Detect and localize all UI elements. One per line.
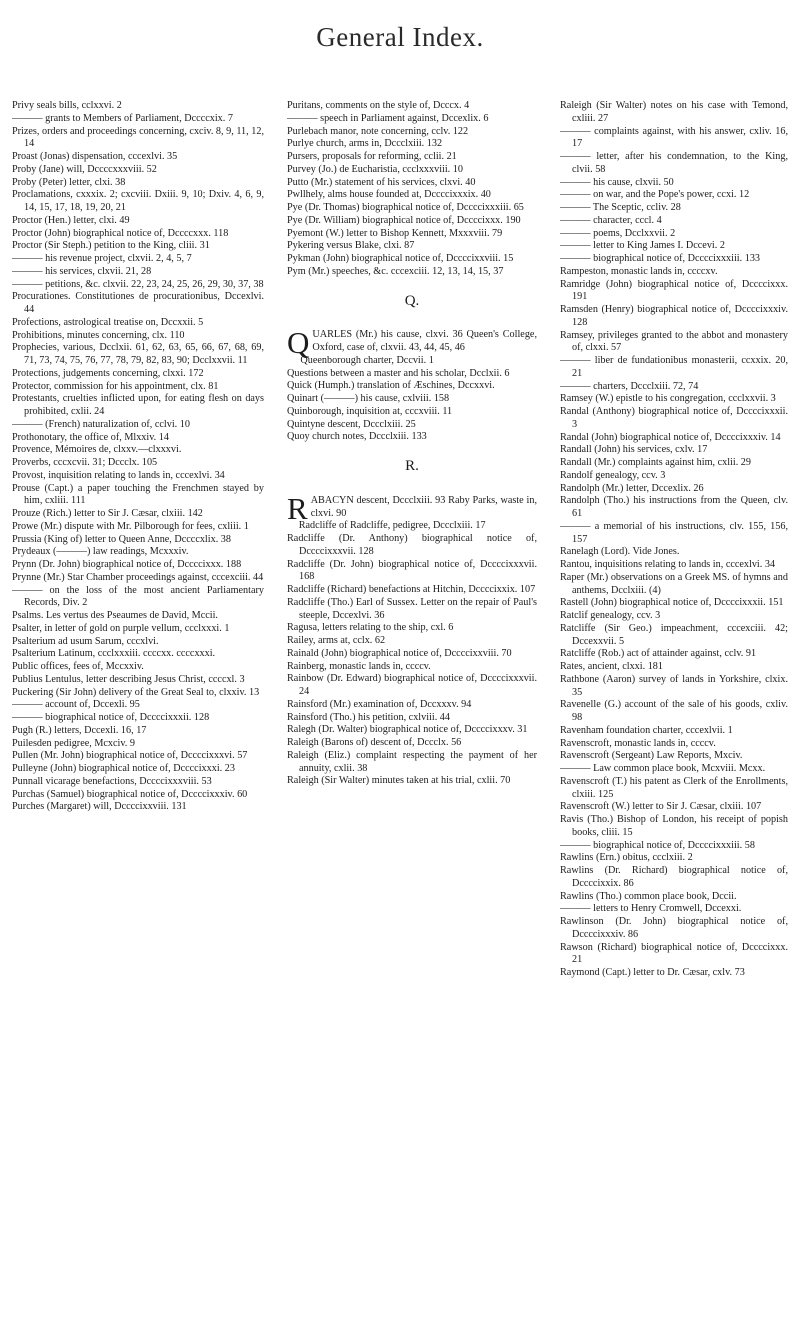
index-entry: Radcliffe of Radcliffe, pedigree, Dccclxiii. 17: [298, 520, 486, 532]
index-entry: Ragusa, letters relating to the ship, cxl. 6: [287, 622, 454, 634]
index-entry: Proctor (John) biographical notice of, Dccccxxx. 118: [12, 227, 229, 239]
index-entry: Prouse (Capt.) a paper touching the Frenchmen stayed by him, cxliii. 111: [12, 482, 264, 507]
index-entry: Profections, astrological treatise on, Dccxxii. 5: [12, 316, 204, 328]
index-entry: ——— grants to Members of Parliament, Dccccxix. 7: [12, 112, 233, 124]
index-entry: Ramsey (W.) epistle to his congregation, ccclxxvii. 3: [560, 393, 776, 405]
index-entry: Randal (John) biographical notice of, Dccccixxxiv. 14: [560, 431, 781, 443]
index-entry: ——— (French) naturalization of, cclvi. 10: [12, 418, 190, 430]
index-entry: Radcliffe (Richard) benefactions at Hitchin, Dccccixxix. 107: [287, 584, 536, 595]
index-entry: ——— biographical notice of, Dccccixxxii. 128: [12, 712, 210, 723]
index-entry: ——— on war, and the Pope's power, ccxi. 12: [560, 189, 750, 201]
index-entry: Ravis (Tho.) Bishop of London, his receipt of popish books, cliii. 15: [560, 814, 788, 838]
index-entry: Raleigh (Sir Walter) notes on his case with Temond, cxliii. 27: [560, 100, 788, 124]
index-entry: Rainberg, monastic lands in, ccccv.: [287, 660, 431, 672]
index-entry: Questions between a master and his scholar, Dcclxii. 6: [287, 367, 510, 379]
index-entry: Putto (Mr.) statement of his services, clxvi. 40: [287, 176, 476, 188]
index-entry: ——— his revenue project, clxvii. 2, 4, 5, 7: [12, 253, 192, 264]
page-title: General Index.: [316, 22, 484, 52]
index-entry: Ravenscroft, monastic lands in, ccccv.: [560, 737, 716, 749]
index-entry: Purlye church, arms in, Dccclxiii. 132: [287, 138, 443, 150]
index-entry: Privy seals bills, cclxxvi. 2: [12, 100, 122, 111]
index-entry: Ratcliffe (Sir Geo.) impeachment, cccexciii. 42; Dccexxvii. 5: [560, 622, 788, 647]
index-entry: Raymond (Capt.) letter to Dr. Cæsar, cxlv. 73: [560, 967, 745, 978]
index-entry: Rampeston, monastic lands in, ccccxv.: [560, 265, 718, 277]
index-entry: Ramridge (John) biographical notice of, Dccccixxx. 191: [560, 278, 788, 303]
index-entry: Rawlins (Dr. Richard) biographical notice of, Dccccixxix. 86: [560, 865, 788, 889]
index-entry: ——— a memorial of his instructions, clv. 155, 156, 157: [560, 520, 788, 545]
index-entry: Quoy church notes, Dccclxiii. 133: [287, 431, 427, 443]
index-entry: Randolph (Tho.) his instructions from the Queen, clv. 61: [560, 495, 788, 519]
index-entry: Quinart (———) his cause, cxlviii. 158: [287, 393, 450, 404]
index-entry: Pykman (John) biographical notice of, Dccccixxviii. 15: [287, 253, 514, 264]
index-entry: Puckering (Sir John) delivery of the Great Seal to, clxxiv. 13: [12, 686, 260, 698]
index-entry: Ravenelle (G.) account of the sale of his goods, cxliv. 98: [560, 699, 788, 723]
index-entry: Prydeaux (———) law readings, Mcxxxiv.: [12, 546, 189, 558]
index-entry: Psalms. Les vertus des Pseaumes de David, Mccii.: [12, 610, 218, 621]
index-entry: Prouze (Rich.) letter to Sir J. Cæsar, clxiii. 142: [12, 508, 203, 519]
index-entry: ——— charters, Dccclxiii. 72, 74: [560, 380, 699, 392]
index-entry: Psalter, in letter of gold on purple vellum, ccclxxxi. 1: [12, 622, 230, 634]
index-entry: Ramsey, privileges granted to the abbot and monastery of, clxxi. 57: [560, 329, 788, 354]
section-letter-q: Q.: [404, 292, 420, 309]
index-entry: Raleigh (Eliz.) complaint respecting the payment of her annuity, cxlii. 38: [287, 749, 537, 774]
index-entry: Pursers, proposals for reforming, cclii. 21: [287, 151, 457, 162]
index-entry: Pwllhely, alms house founded at, Dccccixxxix. 40: [287, 189, 491, 201]
index-column-2: [287, 100, 537, 1320]
index-entry: Rawlins (Tho.) common place book, Dccii.: [560, 890, 737, 902]
index-entry: Raleigh (Barons of) descent of, Dccclx. 56: [287, 737, 462, 748]
index-entry: Pulleyne (John) biographical notice of, Dccccixxxi. 23: [12, 763, 235, 774]
index-entry: Prophecies, various, Dcclxii. 61, 62, 63, 65, 66, 67, 68, 69, 71, 73, 74, 75, 76, 77, 78, 79, 82, 83, 90; Dcclxxvii. 11: [12, 342, 264, 366]
index-entry: Proby (Peter) letter, clxi. 38: [12, 176, 126, 188]
index-entry: Randolf genealogy, ccv. 3: [560, 469, 666, 481]
index-entry: Procurationes. Constitutiones de procurationibus, Dccexlvi. 44: [12, 291, 264, 315]
index-entry: Prohibitions, minutes concerning, clx. 110: [12, 329, 185, 341]
index-entry: Ravenscroft (W.) letter to Sir J. Cæsar, clxiii. 107: [560, 801, 762, 813]
index-entry: Quinborough, inquisition at, cccxviii. 11: [287, 405, 453, 417]
index-entry: ——— speech in Parliament against, Dccexlix. 6: [287, 112, 489, 124]
index-entry: Puilesden pedigree, Mcxciv. 9: [12, 737, 135, 749]
index-entry: Rantou, inquisitions relating to lands in, cccexlvi. 34: [560, 559, 776, 570]
index-entry: Provence, Mémoires de, clxxv.—clxxxvi.: [12, 444, 182, 456]
index-column-3: [560, 100, 788, 1320]
index-entry: Rainald (John) biographical notice of, Dccccixxviii. 70: [287, 647, 512, 659]
drop-cap-q: Q: [287, 325, 310, 361]
index-entry: Rainsford (Mr.) examination of, Dccxxxv. 94: [287, 698, 472, 710]
index-entry: ——— petitions, &c. clxvii. 22, 23, 24, 25, 26, 29, 30, 37, 38: [12, 278, 264, 290]
index-entry: Prizes, orders and proceedings concerning, cxciv. 8, 9, 11, 12, 14: [12, 125, 264, 150]
index-entry: Rawlins (Ern.) obitus, ccclxiii. 2: [560, 852, 693, 864]
index-entry: Proctor (Sir Steph.) petition to the King, cliii. 31: [12, 240, 210, 252]
index-entry: Ranelagh (Lord). Vide Jones.: [560, 546, 680, 558]
index-entry: Ratclif genealogy, ccv. 3: [560, 610, 661, 621]
index-entry: Proctor (Hen.) letter, clxi. 49: [12, 214, 130, 226]
index-entry: Ramsden (Henry) biographical notice of, Dccccixxxiv. 128: [560, 304, 788, 328]
index-entry: ——— on the loss of the most ancient Parliamentary Records, Div. 2: [12, 584, 264, 609]
index-entry: Rawson (Richard) biographical notice of, Dccccixxx. 21: [560, 941, 788, 966]
index-entry: Psalterium ad usum Sarum, cccxlvi.: [12, 635, 159, 647]
index-entry: Randall (Mr.) complaints against him, cxlii. 29: [560, 457, 751, 468]
index-entry: Purches (Margaret) will, Dccccixxviii. 131: [12, 801, 187, 813]
index-entry: Protections, judgements concerning, clxxi. 172: [12, 367, 204, 379]
index-entry: ——— Law common place book, Mcxviii. Mcxx.: [560, 763, 766, 774]
index-entry: Rainsford (Tho.) his petition, cxlviii. 44: [287, 711, 450, 723]
index-entry: ——— complaints against, with his answer, cxliv. 16, 17: [560, 125, 788, 150]
index-entry: Prynne (Mr.) Star Chamber proceedings against, cccexciii. 44: [12, 571, 264, 583]
index-column-1: [12, 100, 264, 1320]
index-entry: Railey, arms at, cclx. 62: [287, 635, 386, 646]
index-entry-text: ABACYN descent, Dccclxiii. 93 Raby Parks, waste in, clxvi. 90: [310, 494, 537, 519]
drop-cap-r: R: [287, 490, 308, 526]
index-entry: Rastell (John) biographical notice of, Dccccixxxii. 151: [560, 597, 784, 609]
index-entry: ——— letter to King James I. Dccevi. 2: [560, 240, 725, 252]
index-entry: Rawlinson (Dr. John) biographical notice of, Dccccixxxiv. 86: [560, 916, 788, 940]
index-entry: ——— The Sceptic, ccliv. 28: [560, 202, 681, 213]
index-entry: Pye (Dr. Thomas) biographical notice of, Dccccixxxiii. 65: [287, 202, 524, 213]
index-entry: Provost, inquisition relating to lands in, cccexlvi. 34: [12, 469, 225, 481]
index-entry: Puritans, comments on the style of, Dcccx. 4: [287, 100, 470, 111]
index-entry: Purvey (Jo.) de Eucharistia, ccclxxxviii. 10: [287, 163, 463, 175]
index-entry: Psalterium Latinum, ccclxxxiii. ccccxx. ccccxxxi.: [12, 648, 216, 660]
index-entry: Purchas (Samuel) biographical notice of, Dccccixxxiv. 60: [12, 788, 248, 800]
index-entry: Radcliffe (Dr. Anthony) biographical notice of, Dccccixxxvii. 128: [287, 533, 537, 557]
index-entry: Pye (Dr. William) biographical notice of, Dccccixxx. 190: [287, 214, 521, 226]
index-entry: ——— biographical notice of, Dccccixxxiii. 133: [560, 253, 761, 264]
index-entry: Pym (Mr.) speeches, &c. cccexciii. 12, 13, 14, 15, 37: [287, 265, 504, 277]
index-entry: Pyemont (W.) letter to Bishop Kennett, Mxxxviii. 79: [287, 227, 503, 239]
index-entry: ——— account of, Dccexli. 95: [12, 699, 140, 711]
index-entry: Queenborough charter, Dccvii. 1: [300, 354, 434, 366]
index-entry: ——— his services, clxvii. 21, 28: [12, 265, 152, 277]
index-entry: Prynn (Dr. John) biographical notice of, Dccccixxx. 188: [12, 559, 242, 570]
index-entry: Randal (Anthony) biographical notice of, Dccccixxxii. 3: [560, 406, 788, 430]
index-entry: Prothonotary, the office of, Mlxxiv. 14: [12, 431, 169, 443]
index-entry-text: UARLES (Mr.) his cause, clxvi. 36 Queen's College, Oxford, case of, clxvii. 43, 44, 45, 46: [312, 329, 537, 353]
index-entry: ——— poems, Dcclxxvii. 2: [560, 227, 676, 239]
index-entry: Pykering versus Blake, clxi. 87: [287, 240, 415, 252]
index-entry: Ratcliffe (Rob.) act of attainder against, cclv. 91: [560, 648, 757, 660]
index-entry: Ravenscroft (T.) his patent as Clerk of the Enrollments, clxiii. 125: [560, 775, 788, 800]
index-entry: Purlebach manor, note concerning, cclv. 122: [287, 125, 469, 137]
index-entry: Pugh (R.) letters, Dccexli. 16, 17: [12, 724, 147, 736]
index-entry: Rates, ancient, clxxi. 181: [560, 661, 663, 672]
index-entry: Prussia (King of) letter to Queen Anne, Dccccxlix. 38: [12, 533, 231, 545]
index-entry: ——— biographical notice of, Dccccixxxiii. 58: [560, 839, 755, 851]
index-entry: ——— letter, after his condemnation, to the King, clvii. 58: [560, 151, 788, 175]
index-entry: Proverbs, cccxcvii. 31; Dccclx. 105: [12, 457, 158, 468]
index-entry: Ravenham foundation charter, cccexlvii. 1: [560, 724, 733, 736]
index-entry: ——— liber de fundationibus monasterii, ccxxix. 20, 21: [560, 355, 788, 379]
index-entry: Publius Lentulus, letter describing Jesus Christ, ccccxl. 3: [12, 673, 245, 685]
index-entry: Raleigh (Sir Walter) minutes taken at his trial, cxlii. 70: [287, 775, 511, 787]
index-entry: Quintyne descent, Dccclxiii. 25: [287, 418, 416, 430]
index-entry: Radcliffe (Tho.) Earl of Sussex. Letter on the repair of Paul's steeple, Dccexlvi. 36: [287, 596, 537, 621]
index-entry: Raper (Mr.) observations on a Greek MS. of hymns and anthems, Dcclxiii. (4): [560, 571, 788, 596]
index-entry: Quick (Humph.) translation of Æschines, Dccxxvi.: [287, 380, 495, 392]
index-entry: Randall (John) his services, cxlv. 17: [560, 444, 708, 456]
index-entry: Radcliffe (Dr. John) biographical notice of, Dccccixxxvii. 168: [287, 558, 537, 583]
index-entry: Rainbow (Dr. Edward) biographical notice of, Dccccixxxvii. 24: [287, 673, 537, 697]
index-entry: Ravenscroft (Sergeant) Law Reports, Mxciv.: [560, 750, 743, 762]
index-entry: Public offices, fees of, Mccxxiv.: [12, 661, 144, 672]
index-entry: Protector, commission for his appointment, clx. 81: [12, 380, 219, 392]
index-entry: ——— his cause, clxvii. 50: [560, 176, 674, 188]
index-entry: Pullen (Mr. John) biographical notice of, Dccccixxxvi. 57: [12, 750, 248, 762]
index-entry: Prowe (Mr.) dispute with Mr. Pilborough for fees, cxliii. 1: [12, 520, 249, 532]
index-entry: Rathbone (Aaron) survey of lands in Yorkshire, clxix. 35: [560, 673, 788, 698]
index-entry: Ralegh (Dr. Walter) biographical notice of, Dccccixxxv. 31: [287, 724, 528, 736]
index-entry: Randolph (Mr.) letter, Dccexlix. 26: [560, 482, 704, 494]
index-entry: Proclamations, cxxxix. 2; cxcviii. Dxiii. 9, 10; Dxiv. 4, 6, 9, 14, 15, 17, 18, 19, 20, 21: [12, 189, 264, 213]
index-entry: Punnall vicarage benefactions, Dccccixxxviii. 53: [12, 775, 212, 787]
index-entry: ——— letters to Henry Cromwell, Dccexxi.: [560, 903, 742, 915]
index-entry: Protestants, cruelties inflicted upon, for eating flesh on days prohibited, cxlii. 24: [12, 393, 264, 417]
section-letter-r: R.: [405, 458, 419, 474]
index-entry: Proast (Jonas) dispensation, cccexlvi. 35: [12, 151, 178, 162]
index-entry: Proby (Jane) will, Dccccxxxviii. 52: [12, 163, 157, 175]
index-entry: ——— character, cccl. 4: [560, 214, 662, 226]
